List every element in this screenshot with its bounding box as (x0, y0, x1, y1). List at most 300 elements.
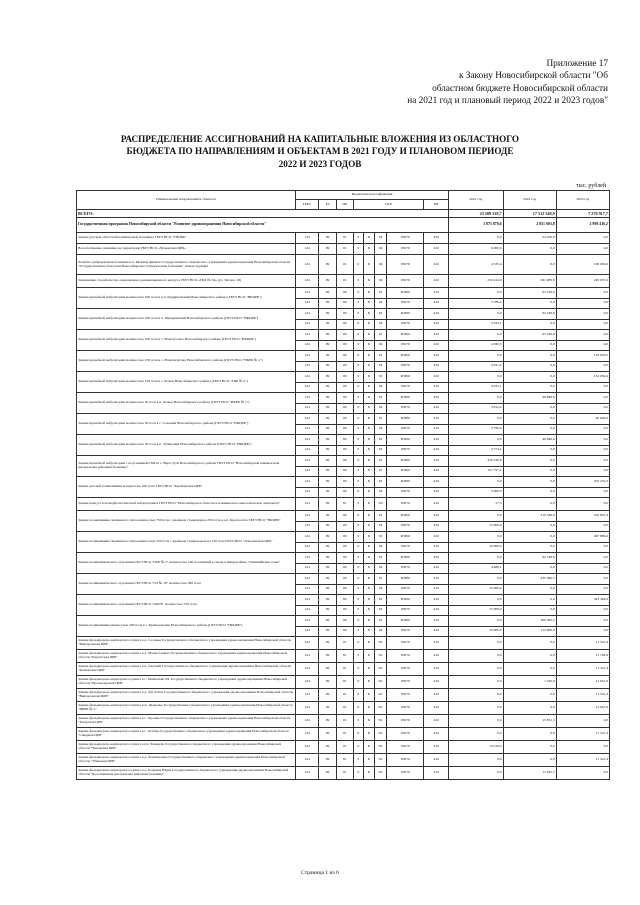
row-pr: 09 (336, 288, 353, 299)
row-g: 124 (295, 393, 318, 404)
row-g: 124 (295, 330, 318, 341)
row-c4: 03070 (387, 715, 424, 728)
row-y3: 497 886,4 (556, 532, 609, 543)
row-c1: 0 (353, 553, 363, 564)
row-y1: 10 000,0 (449, 626, 503, 637)
row-c3: N1 (374, 702, 386, 715)
row-rz: 09 (319, 477, 336, 488)
header-vr: ВР (424, 200, 449, 210)
row-name: Здание поликлинического отделения ГБУЗ НСО "ОЦГБ" мощностью 550 п/см (77, 595, 296, 616)
row-pr: 09 (336, 414, 353, 425)
row-g: 124 (295, 351, 318, 362)
row-y1: 350 536,6 (449, 456, 503, 467)
row-name: Здание врачебной амбулатории мощностью 100 п/см в п. Мичуринский Новосибирского района (ГБУЗ НСО "НКЦРБ") (77, 309, 296, 330)
row-g: 124 (295, 637, 318, 650)
table-row (77, 741, 610, 754)
row-c4: R3650 (387, 414, 424, 425)
row-y2: 0,0 (503, 754, 556, 767)
row-y1: 157 757,2 (449, 466, 503, 477)
row-name: Здание фельдшерско-акушерского пункта в д. Зуб-Забок Государственного бюджетного учреждения здравоохранения Новосибирской области "Венгеровская ЦРБ" (77, 689, 296, 702)
row-name: Здание поликлиники смешанного типа мощностью 750 п/см с дневным стационаром 250 п/см в р.п. Краснообск ГБУЗ НСО "НКЦРБ" (77, 511, 296, 532)
row-y3: 0,0 (556, 330, 609, 341)
table-row (77, 754, 610, 767)
row-name: Здание врачебной амбулатории мощностью 100 п/см в д.п. Кудряшовский Новосибирского района (ГБУЗ НСО "НКЦРБ") (77, 288, 296, 309)
row-c2: Б (363, 637, 374, 650)
row-c1: 0 (353, 521, 363, 532)
row-y1: 256 224,0 (449, 275, 503, 288)
row-pr: 01 (336, 754, 353, 767)
row-g: 124 (295, 498, 318, 511)
row-y2: 0,0 (503, 521, 556, 532)
row-c3: N1 (374, 754, 386, 767)
row-rz: 09 (319, 275, 336, 288)
row-vr: 410 (424, 414, 449, 425)
row-vr: 410 (424, 574, 449, 585)
row-y2: 0,0 (503, 466, 556, 477)
appendix-line-1: Приложение 17 (546, 59, 608, 69)
row-c1: 0 (353, 676, 363, 689)
row-c4: 03070 (387, 244, 424, 255)
row-c2: Б (363, 288, 374, 299)
row-g: 124 (295, 309, 318, 320)
row-c3: 01 (374, 372, 386, 383)
row-y3: 0,0 (556, 361, 609, 372)
row-y3: 0,0 (556, 574, 609, 585)
row-name: Здание фельдшерско-акушерского пункта в д. Соловьи Государственного бюджетного учреждения здравоохранения Новосибирской области "Венгеровская ЦРБ" (77, 637, 296, 650)
row-y1: 0,0 (449, 574, 503, 585)
row-vr: 410 (424, 466, 449, 477)
row-rz: 09 (319, 340, 336, 351)
row-c3: 01 (374, 309, 386, 320)
row-rz: 09 (319, 456, 336, 467)
row-y3: 12 041,9 (556, 676, 609, 689)
row-c1: 0 (353, 542, 363, 553)
header-2021: 2021 год (449, 191, 503, 210)
row-pr: 09 (336, 466, 353, 477)
row-y3: 0,0 (556, 309, 609, 320)
row-g: 124 (295, 372, 318, 383)
row-vr: 410 (424, 456, 449, 467)
row-y3: 0,0 (556, 403, 609, 414)
total-2022: 17 512 549,9 (503, 210, 556, 218)
row-y1: 0,0 (449, 414, 503, 425)
row-c2: Б (363, 255, 374, 275)
row-pr: 09 (336, 456, 353, 467)
row-y1: 4 031,1 (449, 382, 503, 393)
program-2023: 2 998 416,2 (556, 218, 609, 233)
row-y1: 3 812,4 (449, 403, 503, 414)
row-c4: 03070 (387, 542, 424, 553)
row-rz: 09 (319, 309, 336, 320)
row-rz: 09 (319, 372, 336, 383)
row-c1: 0 (353, 689, 363, 702)
row-vr: 410 (424, 309, 449, 320)
row-c4: R3650 (387, 393, 424, 404)
row-rz: 09 (319, 741, 336, 754)
row-c2: Б (363, 275, 374, 288)
row-vr: 410 (424, 477, 449, 488)
table-row (77, 456, 610, 467)
row-g: 124 (295, 650, 318, 663)
row-g: 124 (295, 275, 318, 288)
row-g: 124 (295, 663, 318, 676)
row-c4: R3650 (387, 466, 424, 477)
row-vr: 410 (424, 741, 449, 754)
row-rz: 09 (319, 563, 336, 574)
row-c2: Б (363, 466, 374, 477)
row-rz: 09 (319, 298, 336, 309)
row-y3: 0,0 (556, 584, 609, 595)
table-row (77, 650, 610, 663)
row-y1: 0,0 (449, 767, 503, 780)
row-c3: N1 (374, 663, 386, 676)
row-g: 124 (295, 288, 318, 299)
row-vr: 410 (424, 351, 449, 362)
row-pr: 01 (336, 650, 353, 663)
row-c1: 0 (353, 616, 363, 627)
row-pr: 09 (336, 574, 353, 585)
appendix-line-2: к Закону Новосибирской области "Об (458, 71, 608, 82)
row-pr: 09 (336, 403, 353, 414)
row-rz: 09 (319, 521, 336, 532)
row-y2: 0,0 (503, 584, 556, 595)
row-c1: 0 (353, 372, 363, 383)
row-c3: 04 (374, 424, 386, 435)
row-rz: 09 (319, 754, 336, 767)
row-y1: 0,0 (449, 595, 503, 606)
row-y2: 0,0 (503, 650, 556, 663)
row-y2: 0,0 (503, 244, 556, 255)
row-c3: N1 (374, 741, 386, 754)
row-y1: 10 000,0 (449, 542, 503, 553)
row-y3: 343 364,9 (556, 595, 609, 606)
row-c2: Б (363, 414, 374, 425)
row-c4: R3650 (387, 532, 424, 543)
row-pr: 09 (336, 487, 353, 498)
row-y3: 0,0 (556, 456, 609, 467)
row-c3: N1 (374, 650, 386, 663)
row-y2: 0,0 (503, 445, 556, 456)
row-y3: 0,0 (556, 340, 609, 351)
program-2022: 2 851 603,8 (503, 218, 556, 233)
row-pr: 01 (336, 728, 353, 741)
row-pr: 09 (336, 393, 353, 404)
row-vr: 410 (424, 626, 449, 637)
row-c1: 0 (353, 605, 363, 616)
row-y1: 0,0 (449, 511, 503, 522)
row-c2: Б (363, 715, 374, 728)
row-y2: 0,0 (503, 605, 556, 616)
row-name: Здание врачебной амбулатории мощностью 150 п/см в с. Новопичугово Новосибирского района (ГБУЗ НСО "НКРБ № 1") (77, 351, 296, 372)
row-c4: 03070 (387, 233, 424, 244)
row-c3: 04 (374, 233, 386, 244)
row-y3: 0,0 (556, 298, 609, 309)
row-pr: 09 (336, 319, 353, 330)
program-label: Государственная программа Новосибирской области "Развитие здравоохранения Новосибирской области" (77, 218, 449, 233)
row-vr: 410 (424, 233, 449, 244)
row-c4: 03070 (387, 563, 424, 574)
row-c3: N1 (374, 689, 386, 702)
row-c2: Б (363, 676, 374, 689)
row-c2: Б (363, 605, 374, 616)
row-y3: 0,0 (556, 498, 609, 511)
row-y3: 0,0 (556, 715, 609, 728)
row-y3: 100 000,0 (556, 255, 609, 275)
row-g: 124 (295, 584, 318, 595)
row-rz: 09 (319, 233, 336, 244)
row-y2: 0,0 (503, 414, 556, 425)
row-rz: 09 (319, 511, 336, 522)
table-row (77, 553, 610, 564)
row-pr: 09 (336, 372, 353, 383)
row-rz: 09 (319, 595, 336, 606)
row-vr: 410 (424, 532, 449, 543)
row-y1: 0,0 (449, 372, 503, 383)
row-name: Здание детской поликлиники мощностью 250 п/см ГБУЗ НСО "Барабинская ЦРБ" (77, 477, 296, 498)
row-c2: Б (363, 767, 374, 780)
row-c4: 03070 (387, 403, 424, 414)
row-rz: 09 (319, 728, 336, 741)
row-c3: 04 (374, 487, 386, 498)
row-y1: 0,0 (449, 309, 503, 320)
row-vr: 410 (424, 330, 449, 341)
table-row (77, 498, 610, 511)
row-y3: 0,0 (556, 435, 609, 446)
table-row (77, 288, 610, 299)
row-c4: 03070 (387, 361, 424, 372)
row-c4: R3650 (387, 553, 424, 564)
row-y2: 15 851,3 (503, 715, 556, 728)
row-y3: 0,0 (556, 616, 609, 627)
row-rz: 09 (319, 702, 336, 715)
row-y1: 6 000,0 (449, 244, 503, 255)
row-c2: Б (363, 435, 374, 446)
row-vr: 410 (424, 244, 449, 255)
row-y3: 0,0 (556, 445, 609, 456)
table-row (77, 351, 610, 362)
row-vr: 410 (424, 319, 449, 330)
table-row (77, 393, 610, 404)
row-y3: 0,0 (556, 382, 609, 393)
row-pr: 09 (336, 435, 353, 446)
table-row (77, 728, 610, 741)
row-vr: 410 (424, 521, 449, 532)
row-g: 124 (295, 244, 318, 255)
table-row (77, 435, 610, 446)
row-c4: R3650 (387, 330, 424, 341)
row-pr: 09 (336, 521, 353, 532)
row-y3: 276 801,4 (556, 511, 609, 522)
row-y2: 1 250,0 (503, 676, 556, 689)
row-y1: 15 000,0 (449, 605, 503, 616)
row-name: Здание фельдшерско-акушерского пункта в д. Большая Юрма Государственного бюджетного учреждения здравоохранения Новосибирской области "Болотнинская центральная районная больница" (77, 767, 296, 780)
row-y3: 132 959,5 (556, 351, 609, 362)
row-y2: 0,0 (503, 424, 556, 435)
header-pr: ПР (336, 200, 353, 210)
row-y3: 0,0 (556, 605, 609, 616)
appendix-line-4: на 2021 год и плановый период 2022 и 2023 годов" (407, 96, 608, 107)
row-c2: Б (363, 689, 374, 702)
row-c4: 03070 (387, 445, 424, 456)
row-rz: 09 (319, 351, 336, 362)
row-c3: 01 (374, 330, 386, 341)
row-y1: 0,0 (449, 233, 503, 244)
row-pr: 09 (336, 532, 353, 543)
row-c1: 0 (353, 456, 363, 467)
row-y1: 0,0 (449, 435, 503, 446)
row-name: Здание поликлиники мощностью 500 п/см в с. Криводановка Новосибирского района (ГБУЗ НСО "НКЦРБ") (77, 616, 296, 637)
row-vr: 410 (424, 605, 449, 616)
row-y3: 0,0 (556, 288, 609, 299)
row-y2: 0,0 (503, 563, 556, 574)
row-c2: Б (363, 487, 374, 498)
row-y2: 0,0 (503, 255, 556, 275)
row-c3: 04 (374, 319, 386, 330)
row-c4: R3650 (387, 372, 424, 383)
row-c1: 0 (353, 255, 363, 275)
row-y3: 0,0 (556, 487, 609, 498)
row-c2: Б (363, 532, 374, 543)
row-rz: 09 (319, 532, 336, 543)
row-c1: 0 (353, 563, 363, 574)
row-y1: 4 535,4 (449, 255, 503, 275)
row-pr: 01 (336, 663, 353, 676)
row-rz: 09 (319, 244, 336, 255)
row-vr: 410 (424, 275, 449, 288)
row-vr: 410 (424, 702, 449, 715)
row-c1: 0 (353, 532, 363, 543)
row-rz: 09 (319, 361, 336, 372)
row-y2: 0,0 (503, 351, 556, 362)
row-y3: 0,0 (556, 741, 609, 754)
row-rz: 09 (319, 487, 336, 498)
row-pr: 09 (336, 626, 353, 637)
row-y2: 0,0 (503, 361, 556, 372)
row-y1: 0,0 (449, 663, 503, 676)
row-vr: 410 (424, 637, 449, 650)
table-row (77, 255, 610, 275)
header-2023: 2023 год (556, 191, 609, 210)
row-rz: 09 (319, 382, 336, 393)
row-c2: Б (363, 754, 374, 767)
row-y2: 0,0 (503, 542, 556, 553)
row-rz: 09 (319, 553, 336, 564)
row-g: 124 (295, 466, 318, 477)
row-name: Завершение строительства операционно-реанимационного корпуса ГБУЗ НСО «ГКБ № 34» (ул. Титова, 18) (77, 275, 296, 288)
row-c2: Б (363, 382, 374, 393)
row-c4: 03070 (387, 498, 424, 511)
row-y3: 0,0 (556, 563, 609, 574)
row-c4: 03070 (387, 424, 424, 435)
table-row (77, 511, 610, 522)
row-c3: 01 (374, 288, 386, 299)
row-name: Здание врачебной амбулатории мощностью 150 п/см в с. Кочки Новосибирского района (ГБУЗ НСО "ГКБ № 2") (77, 372, 296, 393)
row-g: 124 (295, 445, 318, 456)
row-y2: 54 450,0 (503, 233, 556, 244)
row-c1: 0 (353, 244, 363, 255)
row-c2: Б (363, 595, 374, 606)
row-c1: 0 (353, 298, 363, 309)
row-c4: 03070 (387, 637, 424, 650)
row-c3: 01 (374, 595, 386, 606)
row-pr: 09 (336, 477, 353, 488)
row-pr: 09 (336, 584, 353, 595)
row-c3: 04 (374, 403, 386, 414)
row-c1: 0 (353, 715, 363, 728)
row-vr: 410 (424, 487, 449, 498)
row-c4: R3650 (387, 595, 424, 606)
row-pr: 09 (336, 424, 353, 435)
row-pr: 01 (336, 275, 353, 288)
row-y3: 11 541,4 (556, 689, 609, 702)
header-classification: Бюджетная классификация (295, 191, 448, 200)
row-y2: 0,0 (503, 319, 556, 330)
row-pr: 09 (336, 351, 353, 362)
row-pr: 01 (336, 233, 353, 244)
row-pr: 09 (336, 616, 353, 627)
row-pr: 09 (336, 511, 353, 522)
row-c2: Б (363, 424, 374, 435)
row-vr: 410 (424, 553, 449, 564)
row-pr: 01 (336, 702, 353, 715)
row-y2: 112 000,0 (503, 626, 556, 637)
row-y1: 0,0 (449, 676, 503, 689)
row-c3: 01 (374, 466, 386, 477)
row-rz: 09 (319, 637, 336, 650)
row-y2: 0,0 (503, 382, 556, 393)
row-c3: 04 (374, 361, 386, 372)
row-y3: 0,0 (556, 424, 609, 435)
row-y2: 0,0 (503, 532, 556, 543)
row-c4: 03070 (387, 663, 424, 676)
row-c2: Б (363, 650, 374, 663)
row-c4: 03070 (387, 382, 424, 393)
row-c2: Б (363, 702, 374, 715)
row-c4: 03070 (387, 521, 424, 532)
row-y1: 0,0 (449, 728, 503, 741)
row-c4: 03070 (387, 702, 424, 715)
row-g: 124 (295, 414, 318, 425)
row-c2: Б (363, 477, 374, 488)
row-c3: 04 (374, 275, 386, 288)
row-y3: 255 255,3 (556, 477, 609, 488)
row-c4: 03070 (387, 255, 424, 275)
row-rz: 09 (319, 424, 336, 435)
row-y3: 132 959,4 (556, 372, 609, 383)
row-y1: 5 900,9 (449, 487, 503, 498)
row-c2: Б (363, 233, 374, 244)
row-y1: 0,0 (449, 650, 503, 663)
row-c1: 0 (353, 466, 363, 477)
row-y1: 4 030,3 (449, 340, 503, 351)
row-y2: 0,0 (503, 372, 556, 383)
row-vr: 410 (424, 767, 449, 780)
row-y3: 0,0 (556, 521, 609, 532)
row-c4: R3650 (387, 456, 424, 467)
row-c3: 04 (374, 298, 386, 309)
row-pr: 09 (336, 542, 353, 553)
row-name: Здание поликлинического отделения ГБУЗ НСО "ГКБ № 2" мощностью 100 посещений в смену в микрорайоне "Олимпийская слава" (77, 553, 296, 574)
row-y1: 0,0 (449, 616, 503, 627)
row-name: Здание врачебной амбулатории мощностью 100 п/см в с. Новолуговое Новосибирского района (ГБУЗ НСО "НКЦРБ") (77, 330, 296, 351)
row-c4: R3650 (387, 309, 424, 320)
total-2021: 23 589 139,7 (449, 210, 503, 218)
row-pr: 01 (336, 637, 353, 650)
document-title: РАСПРЕДЕЛЕНИЕ АССИГНОВАНИЙ НА КАПИТАЛЬНЫЕ ВЛОЖЕНИЯ ИЗ ОБЛАСТНОГО БЮДЖЕТА ПО НАПРАВЛЕНИЯМ И ОБЪЕКТАМ В 2021 ГОДУ И ПЛАНОВОМ ПЕРИОДЕ 2022 И 2023 ГОДОВ (120, 134, 520, 169)
row-c1: 0 (353, 275, 363, 288)
row-y2: 0,0 (503, 637, 556, 650)
row-g: 124 (295, 521, 318, 532)
